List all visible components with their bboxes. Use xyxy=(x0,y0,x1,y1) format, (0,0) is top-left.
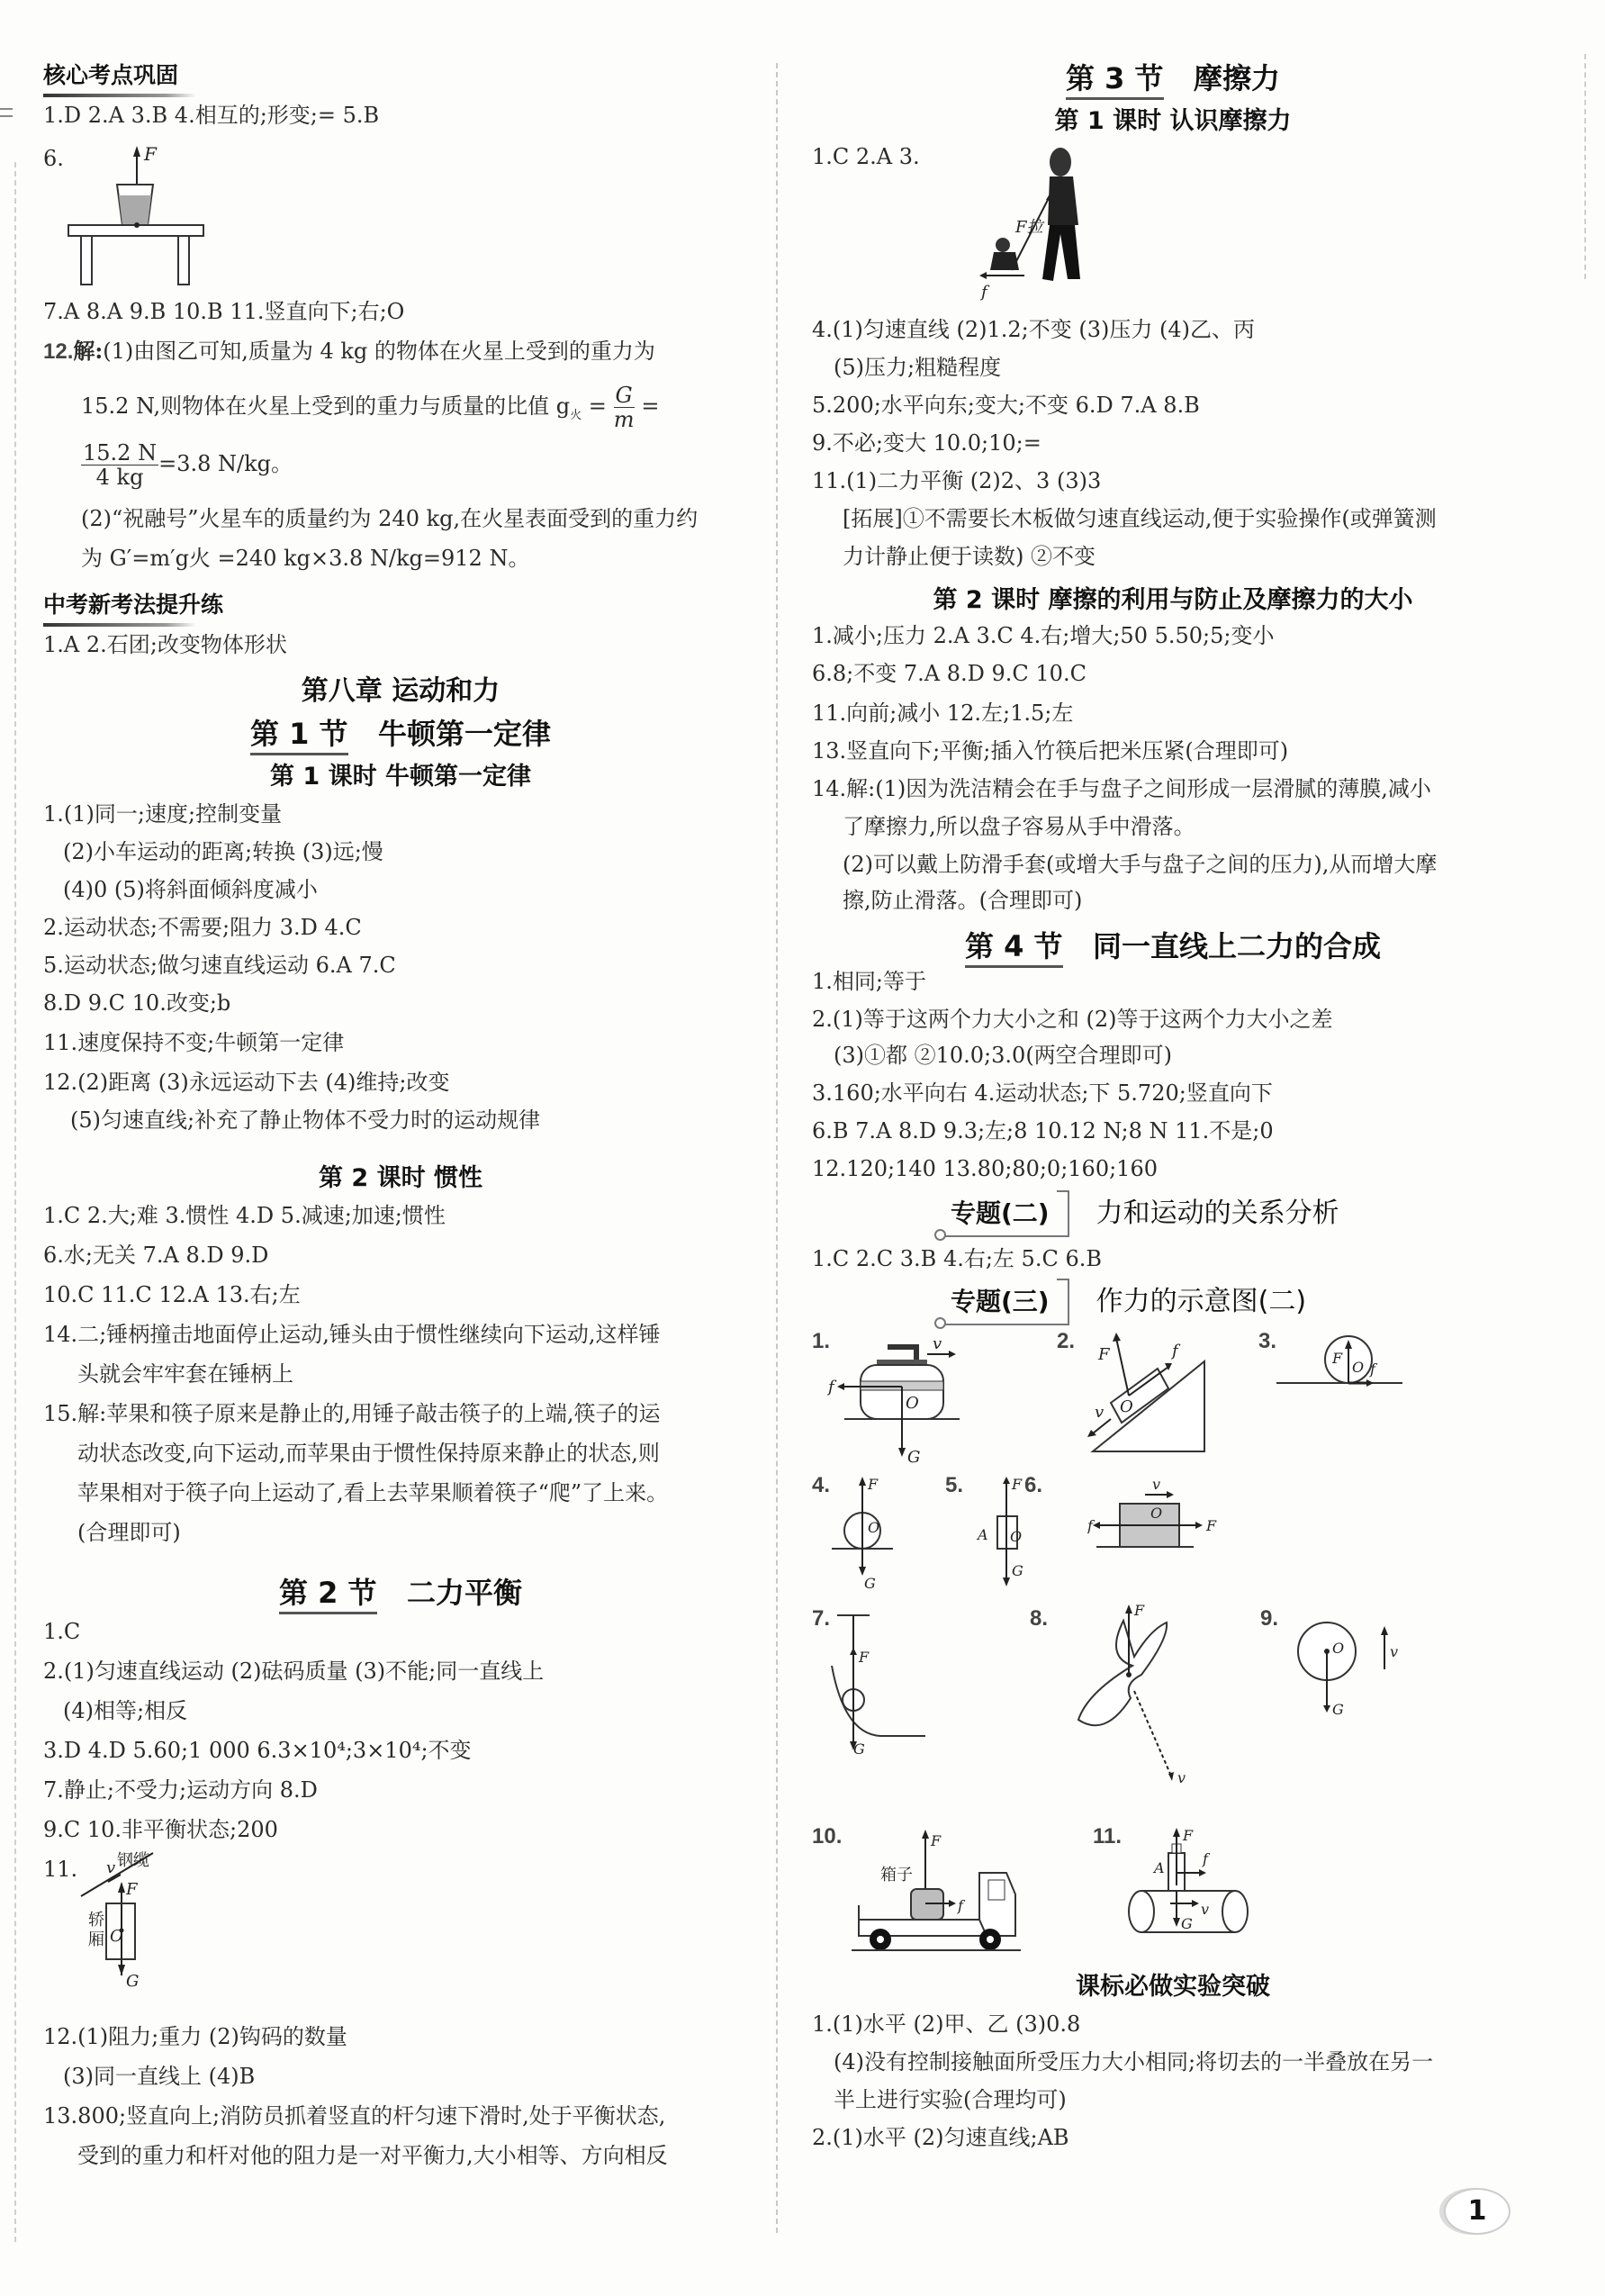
answer-line: 2.(1)等于这两个力大小之和 (2)等于这两个力大小之差 xyxy=(812,1007,1333,1032)
answer-line: 2.(1)匀速直线运动 (2)砝码质量 (3)不能;同一直线上 xyxy=(43,1659,545,1684)
answer-line: 1.D 2.A 3.B 4.相互的;形变;= 5.B xyxy=(43,103,380,128)
answer-line: (4)0 (5)将斜面倾斜度减小 xyxy=(63,877,318,902)
answer-line: 6.B 7.A 8.D 9.3;左;8 10.12 N;8 N 11.不是;0 xyxy=(812,1118,1274,1143)
question-label: 7. xyxy=(812,1606,831,1631)
answer-line: 1.C xyxy=(43,1619,81,1644)
answer-line: 4.(1)匀速直线 (2)1.2;不变 (3)压力 (4)乙、丙 xyxy=(812,317,1256,342)
question-label: 9. xyxy=(1260,1606,1279,1631)
column-divider xyxy=(776,63,778,2233)
q11-cable-car-diagram xyxy=(72,1851,252,2013)
question-label: 11. xyxy=(43,1857,78,1882)
answer-line: 5.运动状态;做匀速直线运动 6.A 7.C xyxy=(43,953,396,978)
answer-line: 11.速度保持不变;牛顿第一定律 xyxy=(43,1030,345,1055)
answer-line: 6.水;无关 7.A 8.D 9.D xyxy=(43,1243,269,1268)
answer-line: (4)没有控制接触面所受压力大小相同;将切去的一半叠放在另一 xyxy=(834,2049,1434,2075)
svg-text:G: G xyxy=(907,1448,921,1464)
svg-text:O: O xyxy=(1352,1359,1365,1376)
svg-text:钢缆: 钢缆 xyxy=(117,1851,149,1870)
q12-solution-line: 12.解:(1)由图乙可知,质量为 4 kg 的物体在火星上受到的重力为 xyxy=(43,338,655,364)
svg-text:v: v xyxy=(1177,1769,1186,1786)
answer-line: 1.减小;压力 2.A 3.C 4.右;增大;50 5.50;5;变小 xyxy=(812,623,1275,648)
lesson-title: 第 2 课时 摩擦的利用与防止及摩擦力的大小 xyxy=(933,586,1413,614)
answer-line: 擦,防止滑落。(合理即可) xyxy=(843,888,1083,913)
svg-text:O: O xyxy=(1010,1528,1023,1545)
answer-line: (5)压力;粗糙程度 xyxy=(834,355,1002,380)
answer-line: 1.C 2.A 3. xyxy=(812,144,920,169)
answer-line: 2.运动状态;不需要;阻力 3.D 4.C xyxy=(43,915,362,940)
section-title: 第 4 节 同一直线上二力的合成 xyxy=(808,924,1537,965)
svg-text:G: G xyxy=(853,1740,865,1756)
svg-text:F: F xyxy=(1098,1345,1110,1364)
answer-line: (2)可以戴上防滑手套(或增大手与盘子之间的压力),从而增大摩 xyxy=(843,852,1438,877)
answer-line: 9.不必;变大 10.0;10;= xyxy=(812,430,1041,456)
q6-cup-on-table-diagram xyxy=(63,144,279,288)
answer-line: 11.(1)二力平衡 (2)2、3 (3)3 xyxy=(812,468,1102,493)
page-number: 1 xyxy=(1444,2188,1510,2235)
svg-text:F: F xyxy=(859,1649,870,1666)
answer-line: 13.800;竖直向上;消防员抓着竖直的杆匀速下滑时,处于平衡状态, xyxy=(43,2103,666,2129)
answer-line: 7.静止;不受力;运动方向 8.D xyxy=(43,1777,318,1803)
question-label: 5. xyxy=(945,1473,964,1497)
answer-line: 受到的重力和杆对他的阻力是一对平衡力,大小相等、方向相反 xyxy=(77,2143,668,2168)
answer-line: 头就会牢牢套在锤柄上 xyxy=(77,1361,293,1387)
answer-line: 1.C 2.C 3.B 4.右;左 5.C 6.B xyxy=(812,1246,1102,1271)
conveyor-belt-diagram xyxy=(1114,1828,1276,1936)
svg-text:F: F xyxy=(1183,1828,1194,1844)
question-label: 6. xyxy=(43,146,64,171)
q12-solution-line: 为 G′=m′g火 =240 kg×3.8 N/kg=912 N。 xyxy=(81,546,530,571)
svg-text:G: G xyxy=(1332,1701,1344,1718)
section-title: 第 1 节 牛顿第一定律 xyxy=(36,711,765,753)
question-label: 4. xyxy=(812,1473,831,1497)
answer-line: (3)同一直线上 (4)B xyxy=(63,2064,256,2089)
answer-line: 14.二;锤柄撞击地面停止运动,锤头由于惯性继续向下运动,这样锤 xyxy=(43,1322,661,1347)
svg-text:f: f xyxy=(1203,1850,1208,1867)
svg-text:F: F xyxy=(144,144,157,165)
svg-text:O: O xyxy=(1120,1397,1133,1416)
margin-mark xyxy=(0,108,13,110)
answer-line: 14.解:(1)因为洗洁精会在手与盘子之间形成一层滑腻的薄膜,减小 xyxy=(812,776,1431,801)
svg-text:轿: 轿 xyxy=(88,1911,104,1930)
svg-text:F: F xyxy=(1134,1603,1145,1619)
kite-force-diagram xyxy=(1069,1603,1213,1792)
section-heading-exam-practice: 中考新考法提升练 xyxy=(43,587,223,627)
block-on-incline-diagram xyxy=(1078,1329,1213,1455)
curling-stone-force-diagram xyxy=(826,1329,961,1464)
answer-line: 10.C 11.C 12.A 13.右;左 xyxy=(43,1282,301,1307)
topic-title: 专题(三) 作力的示意图(二) xyxy=(943,1279,1306,1325)
svg-text:G: G xyxy=(1012,1562,1023,1579)
svg-text:箱子: 箱子 xyxy=(880,1866,913,1885)
svg-text:O: O xyxy=(868,1519,880,1536)
svg-text:F: F xyxy=(1206,1517,1217,1534)
svg-text:O: O xyxy=(1332,1640,1345,1657)
q3-sled-pull-diagram xyxy=(979,144,1132,306)
answer-line: 7.A 8.A 9.B 10.B 11.竖直向下;右;O xyxy=(43,299,405,324)
q12-solution-line: $\frac{15.2 N}{4 kg}$ =3.8 N/kg。 xyxy=(83,440,293,490)
svg-text:f: f xyxy=(1087,1517,1093,1534)
chapter-title: 第八章 运动和力 xyxy=(301,675,500,707)
svg-text:F: F xyxy=(1332,1350,1343,1367)
answer-line: (2)小车运动的距离;转换 (3)远;慢 xyxy=(63,839,383,864)
svg-text:G: G xyxy=(1181,1915,1193,1932)
answer-line: 1.(1)水平 (2)甲、乙 (3)0.8 xyxy=(812,2011,1081,2037)
answer-line: 3.D 4.D 5.60;1 000 6.3×10⁴;3×10⁴;不变 xyxy=(43,1738,472,1763)
answer-line: 6.8;不变 7.A 8.D 9.C 10.C xyxy=(812,661,1087,686)
answer-line: 5.200;水平向东;变大;不变 6.D 7.A 8.B xyxy=(812,393,1200,418)
svg-text:F拉: F拉 xyxy=(1015,218,1043,237)
lesson-title: 第 1 课时 牛顿第一定律 xyxy=(270,763,531,791)
question-label: 11. xyxy=(1093,1824,1123,1849)
topic-title: 专题(二) 力和运动的关系分析 xyxy=(943,1190,1339,1237)
svg-text:G: G xyxy=(864,1575,876,1592)
answer-line: 半上进行实验(合理均可) xyxy=(834,2087,1067,2112)
answer-line: 3.160;水平向右 4.运动状态;下 5.720;竖直向下 xyxy=(812,1080,1273,1106)
svg-text:厢: 厢 xyxy=(88,1930,104,1949)
section-heading-experiments: 课标必做实验突破 xyxy=(1076,1973,1270,2001)
question-label: 3. xyxy=(1258,1329,1277,1353)
answer-line: 了摩擦力,所以盘子容易从手中滑落。 xyxy=(843,814,1195,839)
answer-line: 12.(2)距离 (3)永远运动下去 (4)维持;改变 xyxy=(43,1070,450,1095)
svg-text:v: v xyxy=(1095,1403,1105,1422)
answer-line: 11.向前;减小 12.左;1.5;左 xyxy=(812,701,1074,726)
answer-line: 2.(1)水平 (2)匀速直线;AB xyxy=(812,2125,1069,2150)
question-label: 10. xyxy=(812,1824,843,1849)
answer-line: 15.解:苹果和筷子原来是静止的,用锤子敲击筷子的上端,筷子的运 xyxy=(43,1401,661,1426)
section-title: 第 3 节 摩擦力 xyxy=(808,56,1537,97)
svg-text:v: v xyxy=(106,1858,116,1877)
answer-line: (合理即可) xyxy=(77,1520,181,1545)
question-label: 6. xyxy=(1024,1473,1043,1497)
svg-text:F: F xyxy=(126,1880,138,1899)
answer-line: 12.(1)阻力;重力 (2)钩码的数量 xyxy=(43,2024,347,2049)
svg-text:F: F xyxy=(931,1832,942,1849)
answer-line: 动状态改变,向下运动,而苹果由于惯性保持原来静止的状态,则 xyxy=(77,1441,660,1466)
svg-text:A: A xyxy=(1154,1859,1165,1876)
answer-line: 1.相同;等于 xyxy=(812,969,926,994)
answer-line: 8.D 9.C 10.改变;b xyxy=(43,990,231,1016)
svg-text:F: F xyxy=(868,1477,879,1493)
lesson-title: 第 1 课时 认识摩擦力 xyxy=(1054,107,1292,135)
ball-on-ground-diagram xyxy=(1276,1333,1411,1405)
answer-line: 13.竖直向下;平衡;插入竹筷后把米压紧(合理即可) xyxy=(812,738,1289,764)
q12-solution-line: (2)“祝融号”火星车的质量约为 240 kg,在火星表面受到的重力约 xyxy=(81,506,699,531)
svg-text:A: A xyxy=(978,1526,988,1543)
truck-box-diagram xyxy=(844,1828,1042,1954)
svg-text:F: F xyxy=(1012,1477,1023,1493)
svg-text:G: G xyxy=(126,1972,140,1991)
answer-line: 9.C 10.非平衡状态;200 xyxy=(43,1817,278,1842)
margin-mark xyxy=(0,115,13,117)
right-cut-line xyxy=(1584,54,1586,279)
answer-line: 12.120;140 13.80;80;0;160;160 xyxy=(812,1156,1158,1181)
answer-line: [拓展]①不需要长木板做匀速直线运动,便于实验操作(或弹簧测 xyxy=(843,506,1437,531)
svg-text:f: f xyxy=(1370,1360,1375,1378)
svg-text:f: f xyxy=(1172,1342,1178,1360)
q12-solution-line: 15.2 N,则物体在火星上受到的重力与质量的比值 $g_火$ = $\frac{G}{m}$ = xyxy=(81,383,660,432)
answer-line: (3)①都 ②10.0;3.0(两空合理即可) xyxy=(834,1043,1173,1068)
lesson-title: 第 2 课时 惯性 xyxy=(319,1164,482,1192)
answer-line: 1.(1)同一;速度;控制变量 xyxy=(43,801,283,827)
svg-text:O: O xyxy=(906,1394,919,1413)
left-cut-line xyxy=(14,162,16,2242)
svg-text:f: f xyxy=(981,283,987,302)
svg-text:v: v xyxy=(1152,1477,1161,1493)
question-label: 8. xyxy=(1030,1606,1049,1631)
question-label: 2. xyxy=(1057,1329,1076,1353)
section-heading-core-review: 核心考点巩固 xyxy=(43,58,196,97)
svg-text:O: O xyxy=(1150,1505,1163,1522)
answer-line: 力计静止便于读数) ②不变 xyxy=(843,544,1096,569)
rising-ball-diagram xyxy=(1285,1612,1411,1720)
ball-on-string-diagram xyxy=(826,1612,943,1756)
svg-text:v: v xyxy=(933,1334,942,1353)
wheel-on-ground-diagram xyxy=(826,1477,916,1594)
svg-text:O: O xyxy=(110,1927,123,1946)
svg-text:f: f xyxy=(958,1897,963,1914)
answer-line: 1.C 2.大;难 3.惯性 4.D 5.减速;加速;惯性 xyxy=(43,1203,446,1228)
svg-text:f: f xyxy=(828,1378,834,1397)
question-label: 1. xyxy=(812,1329,831,1353)
section-title: 第 2 节 二力平衡 xyxy=(36,1570,765,1612)
block-a-hanging-diagram xyxy=(970,1477,1060,1594)
answer-line: 苹果相对于筷子向上运动了,看上去苹果顺着筷子“爬”了上来。 xyxy=(77,1480,669,1505)
answer-line: (4)相等;相反 xyxy=(63,1698,188,1723)
box-pulled-diagram xyxy=(1087,1477,1285,1576)
svg-text:v: v xyxy=(1201,1901,1210,1918)
answer-line: (5)匀速直线;补充了静止物体不受力时的运动规律 xyxy=(70,1107,541,1133)
answer-line: 1.A 2.石团;改变物体形状 xyxy=(43,632,287,657)
svg-text:v: v xyxy=(1390,1643,1399,1660)
